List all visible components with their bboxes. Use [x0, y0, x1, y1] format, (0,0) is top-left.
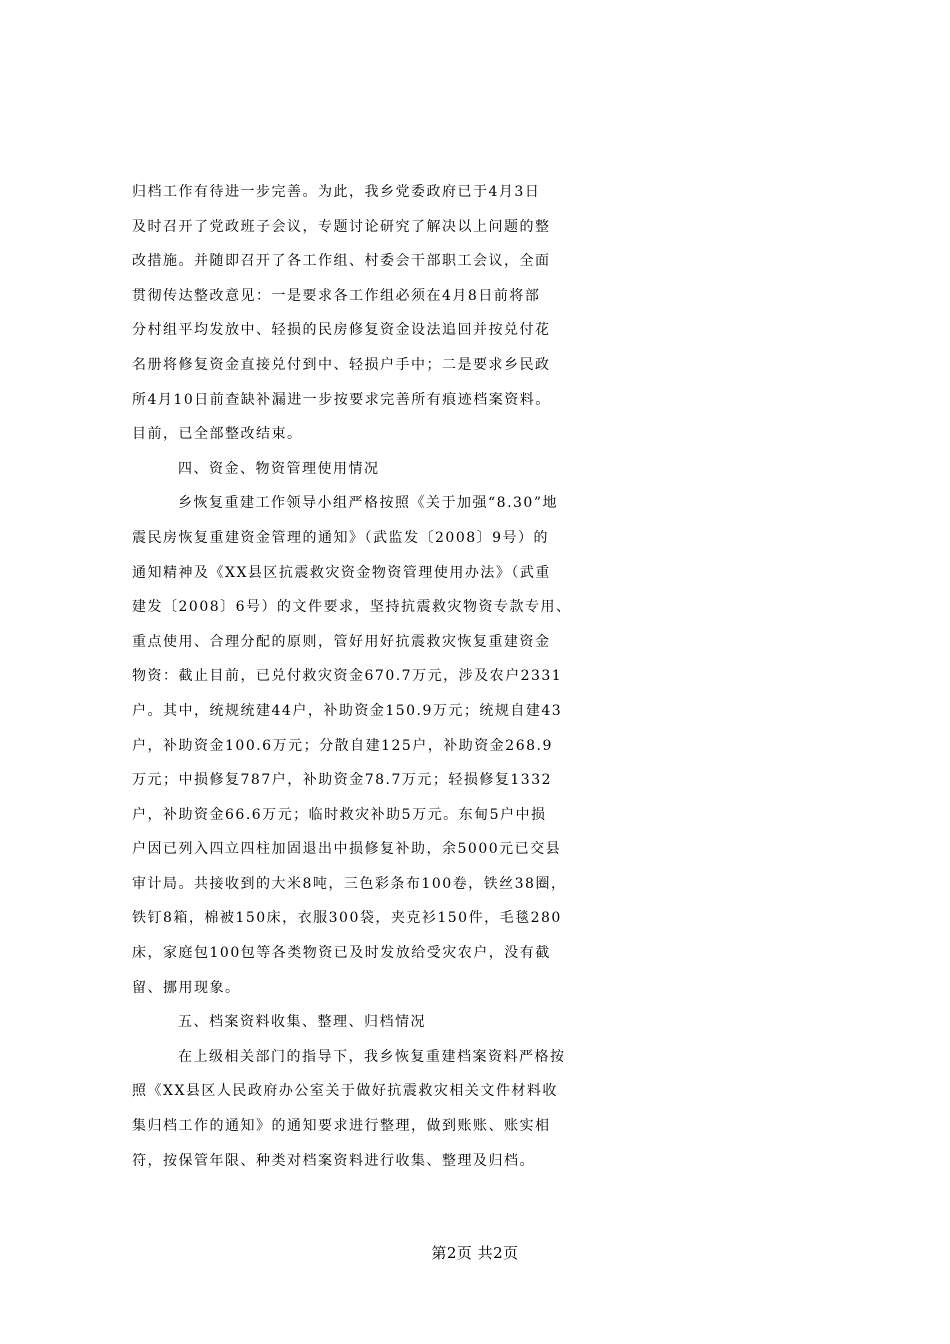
text-line: 通知精神及《XX县区抗震救灾资金物资管理使用办法》（武重	[132, 564, 551, 581]
text-line: 铁钉8箱，棉被150床，衣服300袋，夹克衫150件，毛毯280	[132, 910, 562, 927]
text-line: 建发〔2008〕6号）的文件要求，坚持抗震救灾物资专款专用、	[132, 599, 572, 616]
text-line: 改措施。并随即召开了各工作组、村委会干部职工会议，全面	[132, 253, 551, 270]
text-line: 符，按保管年限、种类对档案资料进行收集、整理及归档。	[132, 1152, 535, 1169]
text-line: 重点使用、合理分配的原则，管好用好抗震救灾恢复重建资金	[132, 633, 551, 650]
text-line: 万元；中损修复787户，补助资金78.7万元；轻损修复1332	[132, 772, 553, 789]
text-line: 户。其中，统规统建44户，补助资金150.9万元；统规自建43	[132, 702, 563, 719]
text-line: 四、资金、物资管理使用情况	[178, 460, 380, 477]
text-line: 户，补助资金100.6万元；分散自建125户，补助资金268.9	[132, 737, 553, 754]
document-body	[132, 175, 832, 1178]
text-line: 贯彻传达整改意见：一是要求各工作组必须在4月8日前将部	[132, 287, 541, 304]
text-line: 审计局。共接收到的大米8吨，三色彩条布100卷，铁丝38圈，	[132, 875, 567, 892]
page-footer: 第2页 共2页	[431, 1244, 519, 1262]
text-line: 名册将修复资金直接兑付到中、轻损户手中；二是要求乡民政	[132, 356, 551, 373]
text-line: 震民房恢复重建资金管理的通知》（武监发〔2008〕9号）的	[132, 529, 550, 546]
text-line: 户因已列入四立四柱加固退出中损修复补助，余5000元已交县	[132, 841, 562, 858]
text-line: 所4月10日前查缺补漏进一步按要求完善所有痕迹档案资料。	[132, 391, 551, 408]
text-line: 目前，已全部整改结束。	[132, 426, 303, 443]
text-line: 及时召开了党政班子会议，专题讨论研究了解决以上问题的整	[132, 218, 551, 235]
text-line: 集归档工作的通知》的通知要求进行整理，做到账账、账实相	[132, 1118, 551, 1135]
text-line: 分村组平均发放中、轻损的民房修复资金设法追回并按兑付花	[132, 322, 551, 339]
text-line: 照《XX县区人民政府办公室关于做好抗震救灾相关文件材料收	[132, 1083, 558, 1100]
text-line: 床，家庭包100包等各类物资已及时发放给受灾农户，没有截	[132, 945, 551, 962]
text-line: 户，补助资金66.6万元；临时救灾补助5万元。东甸5户中损	[132, 806, 547, 823]
text-line: 物资：截止目前，已兑付救灾资金670.7万元，涉及农户2331	[132, 668, 563, 685]
text-line: 乡恢复重建工作领导小组严格按照《关于加强“8.30”地	[178, 495, 558, 512]
text-line: 留、挪用现象。	[132, 979, 241, 996]
text-line: 归档工作有待进一步完善。为此，我乡党委政府已于4月3日	[132, 184, 541, 200]
text-line: 五、档案资料收集、整理、归档情况	[178, 1014, 426, 1031]
text-line: 在上级相关部门的指导下，我乡恢复重建档案资料严格按	[178, 1048, 566, 1065]
